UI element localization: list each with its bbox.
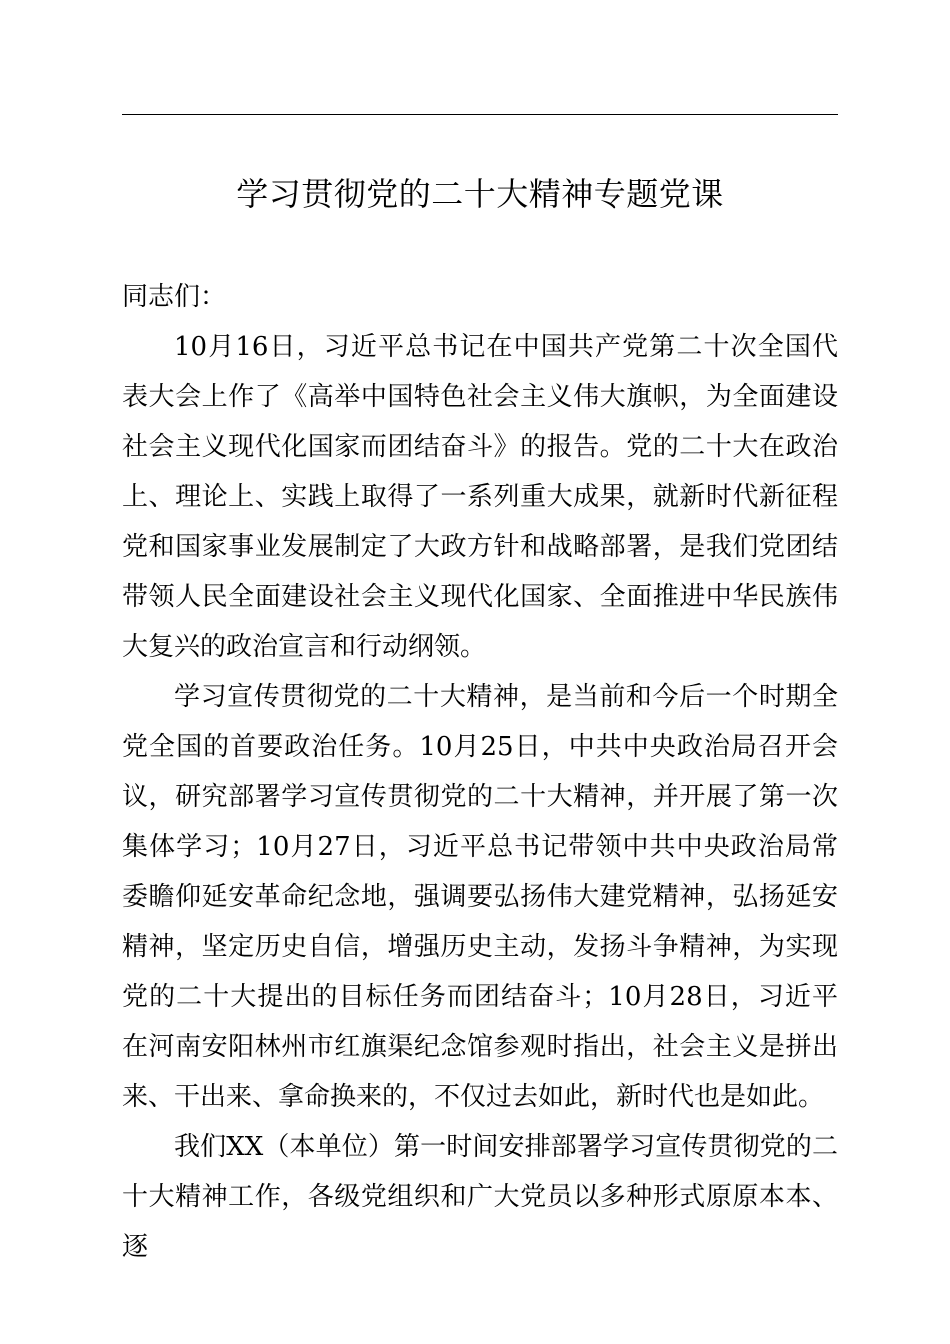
document-title: 学习贯彻党的二十大精神专题党课 — [236, 175, 724, 213]
paragraph-2: 学习宣传贯彻党的二十大精神，是当前和今后一个时期全党全国的首要政治任务。10月25日，中共中央政治局召开会议，研究部署学习宣传贯彻党的二十大精神，并开展了第一次集体学习；10月27日，习近平总书记带领中共中央政治局常委瞻仰延安革命纪念地，强调要弘扬伟大建党精神，弘扬延安精神，坚定历史自信，增强历史主动，发扬斗争精神，为实现党的二十大提出的目标任务而团结奋斗；10月28日，习近平在河南安阳林州市红旗渠纪念馆参观时指出，社会主义是拼出来、干出来、拿命换来的，不仅过去如此，新时代也是如此。 — [122, 682, 838, 1112]
paragraph-3: 我们XX（本单位）第一时间安排部署学习宣传贯彻党的二十大精神工作，各级党组织和广大党员以多种形式原原本本、逐 — [122, 1132, 838, 1262]
salutation: 同志们： — [122, 282, 227, 312]
document-body — [122, 272, 838, 1272]
paragraph-1: 10月16日，习近平总书记在中国共产党第二十次全国代表大会上作了《高举中国特色社会主义伟大旗帜，为全面建设社会主义现代化国家而团结奋斗》的报告。党的二十大在政治上、理论上、实践上取得了一系列重大成果，就新时代新征程党和国家事业发展制定了大政方针和战略部署，是我们党团结带领人民全面建设社会主义现代化国家、全面推进中华民族伟大复兴的政治宣言和行动纲领。 — [122, 332, 838, 662]
header-rule — [122, 114, 838, 115]
